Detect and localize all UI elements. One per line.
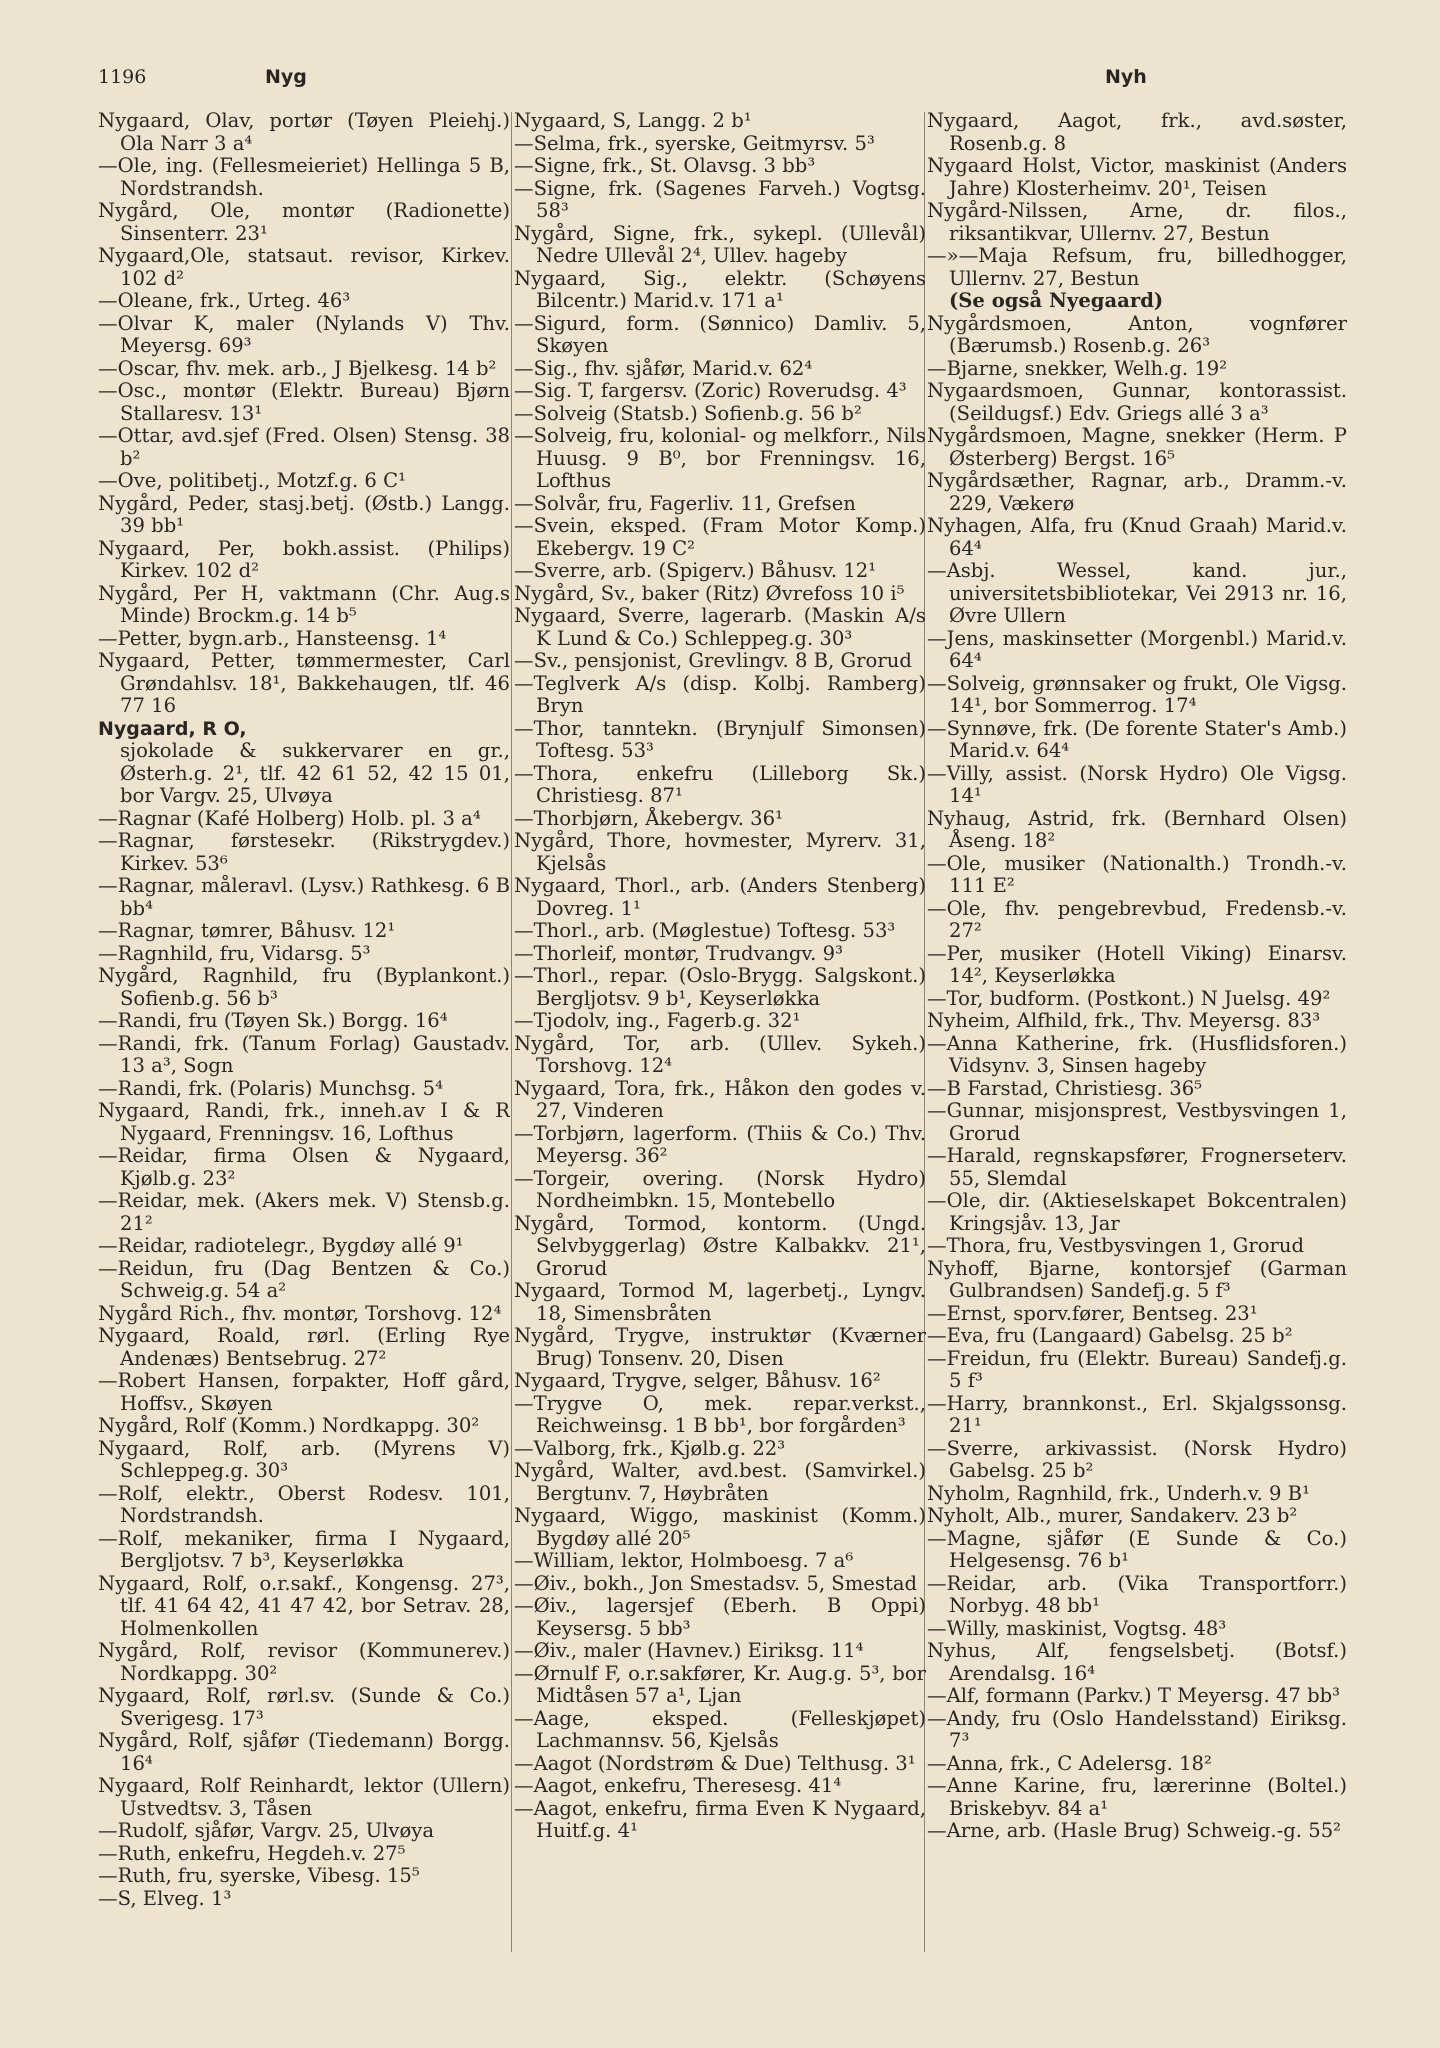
directory-entry: —Villy, assist. (Norsk Hydro) Ole Vigsg. 14¹ bbox=[927, 761, 1347, 807]
directory-entry: —Oleane, frk., Urteg. 46³ bbox=[98, 289, 351, 312]
directory-entry: —Asbj. Wessel, kand. jur., universitetsbibliotekar, Vei 2913 nr. 16, Øvre Ullern bbox=[927, 559, 1347, 627]
directory-entry: —Alf, formann (Parkv.) T Meyersg. 47 bb³ bbox=[927, 1684, 1341, 1707]
directory-entry: —Teglverk A/s (disp. Kolbj. Ramberg) Bryn bbox=[514, 671, 926, 717]
directory-entry: —William, lektor, Holmboesg. 7 a⁶ bbox=[514, 1549, 854, 1572]
directory-entry: Nygaard, Olav, portør (Tøyen Pleiehj.) Ola Narr 3 a⁴ bbox=[98, 110, 510, 155]
directory-entry: Nygård, Walter, avd.best. (Samvirkel.) Bergtunv. 7, Høybråten bbox=[514, 1459, 926, 1505]
directory-entry: —Ole, fhv. pengebrevbud, Fredensb.-v. 27² bbox=[927, 896, 1347, 942]
directory-entry: —Ole, dir. (Aktieselskapet Bokcentralen) Kringsjåv. 13, Jar bbox=[927, 1189, 1347, 1235]
directory-entry: —Svein, eksped. (Fram Motor Komp.) Ekebergv. 19 C² bbox=[514, 514, 926, 560]
directory-entry: Nygaard Holst, Victor, maskinist (Anders Jahre) Klosterheimv. 20¹, Teisen bbox=[927, 154, 1347, 200]
directory-entry: Nygaard, Randi, frk., inneh.av I & R Nygaard, Frenningsv. 16, Lofthus bbox=[98, 1099, 510, 1145]
directory-entry: sjokolade & sukkervarer en gr., Østerh.g. 2¹, tlf. 42 61 52, 42 15 01, bor Vargv. 25, Ulvøya bbox=[120, 739, 510, 807]
directory-entry: —Ruth, fru, syerske, Vibesg. 15⁵ bbox=[98, 1864, 420, 1887]
directory-entry: Nyheim, Alfhild, frk., Thv. Meyersg. 83³ bbox=[927, 1009, 1321, 1032]
directory-entry: —Jens, maskinsetter (Morgenbl.) Marid.v. 64⁴ bbox=[927, 626, 1347, 672]
directory-entry: —Aagot, enkefru, firma Even K Nygaard, Huitf.g. 4¹ bbox=[514, 1796, 926, 1842]
directory-entry: —Olvar K, maler (Nylands V) Thv. Meyersg. 69³ bbox=[98, 311, 510, 357]
directory-entry: —Ole, ing. (Fellesmeieriet) Hellinga 5 B, Nordstrandsh. bbox=[98, 154, 510, 200]
directory-entry: —Ole, musiker (Nationalth.) Trondh.-v. 111 E² bbox=[927, 851, 1347, 897]
directory-entry: —Freidun, fru (Elektr. Bureau) Sandefj.g. 5 f³ bbox=[927, 1346, 1347, 1392]
directory-entry: Nygårdsmoen, Anton, vognfører (Bærumsb.) Rosenb.g. 26³ bbox=[927, 311, 1347, 357]
directory-entry: —Ørnulf F, o.r.sakfører, Kr. Aug.g. 5³, bor Midtåsen 57 a¹, Ljan bbox=[514, 1661, 926, 1707]
directory-entry: —Tor, budform. (Postkont.) N Juelsg. 49² bbox=[927, 986, 1331, 1010]
directory-entry: —Reidar, radiotelegr., Bygdøy allé 9¹ bbox=[98, 1234, 464, 1257]
directory-entry: Nygaardsmoen, Gunnar, kontorassist. (Seildugsf.) Edv. Griegs allé 3 a³ bbox=[927, 379, 1347, 425]
directory-entry: —Thorbjørn, Åkebergv. 36¹ bbox=[514, 806, 783, 830]
directory-entry: (Se også Nyegaard) bbox=[949, 289, 1164, 312]
directory-entry: —Magne, sjåfør (E Sunde & Co.) Helgesensg. 76 b¹ bbox=[927, 1526, 1347, 1572]
directory-entry: Nyhoff, Bjarne, kontorsjef (Garman Gulbrandsen) Sandefj.g. 5 f³ bbox=[927, 1256, 1347, 1302]
directory-entry: —Thorleif, montør, Trudvangv. 9³ bbox=[514, 941, 843, 965]
directory-entry: —S, Elveg. 1³ bbox=[98, 1886, 232, 1910]
directory-entry: —Valborg, frk., Kjølb.g. 22³ bbox=[514, 1436, 786, 1460]
directory-entry: Nyholt, Alb., murer, Sandakerv. 23 b² bbox=[927, 1504, 1298, 1527]
directory-entry: —Randi, fru (Tøyen Sk.) Borgg. 16⁴ bbox=[98, 1009, 448, 1032]
directory-entry: —Signe, frk., St. Olavsg. 3 bb³ bbox=[514, 154, 816, 177]
directory-entry: Nygaard, Wiggo, maskinist (Komm.) Bygdøy allé 20⁵ bbox=[514, 1504, 926, 1550]
directory-entry: —Rudolf, sjåfør, Vargv. 25, Ulvøya bbox=[98, 1819, 435, 1842]
directory-entry: —Reidar, mek. (Akers mek. V) Stensb.g. 21² bbox=[98, 1189, 510, 1235]
directory-entry: —Solveig, grønnsaker og frukt, Ole Vigsg. 14¹, bor Sommerrog. 17⁴ bbox=[927, 671, 1347, 717]
directory-entry: —Arne, arb. (Hasle Brug) Schweig.-g. 55² bbox=[927, 1819, 1342, 1842]
directory-entry: Nygård, Tormod, kontorm. (Ungd. Selvbyggerlag) Østre Kalbakkv. 21¹, Grorud bbox=[514, 1211, 926, 1280]
directory-entry: —Robert Hansen, forpakter, Hoff gård, Hoffsv., Skøyen bbox=[98, 1369, 510, 1415]
directory-entry: —Ragnar, måleravl. (Lysv.) Rathkesg. 6 B bb⁴ bbox=[98, 874, 510, 920]
directory-entry: —»—Maja Refsum, fru, billedhogger, Ullernv. 27, Bestun bbox=[927, 244, 1347, 290]
directory-entry: —B Farstad, Christiesg. 36⁵ bbox=[927, 1076, 1203, 1100]
directory-entry: —Thorl., arb. (Møglestue) Toftesg. 53³ bbox=[514, 919, 896, 942]
directory-entry: Nygård, Thore, hovmester, Myrerv. 31, Kjelsås bbox=[514, 829, 926, 875]
directory-entry: Nygaard, Roald, rørl. (Erling Rye Andenæs) Bentsebrug. 27² bbox=[98, 1324, 510, 1370]
column-divider bbox=[511, 112, 512, 1952]
directory-entry: —Reidar, firma Olsen & Nygaard, Kjølb.g. 23² bbox=[98, 1144, 510, 1190]
directory-entry: Nygård, Rolf (Komm.) Nordkappg. 30² bbox=[98, 1414, 480, 1437]
directory-entry: —Gunnar, misjonsprest, Vestbysvingen 1, Grorud bbox=[927, 1099, 1347, 1145]
directory-entry: —Tjodolv, ing., Fagerb.g. 32¹ bbox=[514, 1009, 801, 1032]
directory-entry: —Aagot (Nordstrøm & Due) Telthusg. 3¹ bbox=[514, 1751, 916, 1775]
directory-entry: Nygård, Tor, arb. (Ullev. Sykeh.) Torshovg. 12⁴ bbox=[514, 1031, 926, 1077]
directory-entry: —Reidun, fru (Dag Bentzen & Co.) Schweig.g. 54 a² bbox=[98, 1256, 510, 1302]
directory-entry: —Solvår, fru, Fagerliv. 11, Grefsen bbox=[514, 491, 856, 515]
directory-entry: —Sig. T, fargersv. (Zoric) Roverudsg. 4³ bbox=[514, 379, 907, 402]
directory-entry: Nygaard, Sverre, lagerarb. (Maskin A/s K Lund & Co.) Schleppeg.g. 30³ bbox=[514, 604, 926, 650]
directory-entry: Nygaard, Trygve, selger, Båhusv. 16² bbox=[514, 1369, 881, 1392]
directory-entry: —Andy, fru (Oslo Handelsstand) Eiriksg. 7³ bbox=[927, 1706, 1347, 1752]
directory-entry: —Bjarne, snekker, Welh.g. 19² bbox=[927, 356, 1228, 380]
directory-entry: Nygaard, Rolf Reinhardt, lektor (Ullern) Ustvedtsv. 3, Tåsen bbox=[98, 1774, 510, 1820]
directory-entry: —Øiv., lagersjef (Eberh. B Oppi) Keysersg. 5 bb³ bbox=[514, 1594, 926, 1640]
directory-entry: —Signe, frk. (Sagenes Farveh.) Vogtsg. 58³ bbox=[514, 176, 926, 222]
directory-entry: Nygård, Per H, vaktmann (Chr. Aug.s Minde) Brockm.g. 14 b⁵ bbox=[98, 581, 510, 627]
directory-entry: Nygaard, Per, bokh.assist. (Philips) Kirkev. 102 d² bbox=[98, 536, 510, 582]
directory-entry: —Anne Karine, fru, lærerinne (Boltel.) Briskebyv. 84 a¹ bbox=[927, 1774, 1347, 1820]
directory-entry: Nyhagen, Alfa, fru (Knud Graah) Marid.v. 64⁴ bbox=[927, 514, 1347, 560]
directory-entry: —Thorl., repar. (Oslo-Brygg. Salgskont.) Bergljotsv. 9 b¹, Keyserløkka bbox=[514, 964, 926, 1010]
directory-entry: Nygaard, S, Langg. 2 b¹ bbox=[514, 110, 752, 132]
directory-entry: Nygaard, Thorl., arb. (Anders Stenberg) Dovreg. 1¹ bbox=[514, 874, 926, 920]
directory-entry: —Sverre, arkivassist. (Norsk Hydro) Gabelsg. 25 b² bbox=[927, 1436, 1347, 1482]
directory-entry: —Ragnar, førstesekr. (Rikstrygdev.) Kirkev. 53⁶ bbox=[98, 829, 510, 875]
directory-entry: —Reidar, arb. (Vika Transportforr.) Norbyg. 48 bb¹ bbox=[927, 1571, 1347, 1617]
directory-entry: Nyhaug, Astrid, frk. (Bernhard Olsen) Åseng. 18² bbox=[927, 806, 1347, 852]
directory-entry: —Randi, frk. (Tanum Forlag) Gaustadv. 13 a³, Sogn bbox=[98, 1031, 510, 1077]
directory-entry: —Torbjørn, lagerform. (Thiis & Co.) Thv. Meyersg. 36² bbox=[514, 1121, 926, 1167]
directory-entry: —Randi, frk. (Polaris) Munchsg. 5⁴ bbox=[98, 1076, 443, 1100]
directory-entry: Nygårdsmoen, Magne, snekker (Herm. P Østerberg) Bergst. 16⁵ bbox=[927, 424, 1347, 470]
directory-entry: Nygård, Signe, frk., sykepl. (Ullevål) Nedre Ullevål 2⁴, Ullev. hageby bbox=[514, 221, 926, 267]
directory-entry: Nygaard, Rolf, arb. (Myrens V) Schleppeg.g. 30³ bbox=[98, 1436, 510, 1482]
directory-entry: —Selma, frk., syerske, Geitmyrsv. 5³ bbox=[514, 131, 875, 155]
directory-entry: —Ruth, enkefru, Hegdeh.v. 27⁵ bbox=[98, 1841, 406, 1865]
directory-entry: —Synnøve, frk. (De forente Stater's Amb.) Marid.v. 64⁴ bbox=[927, 716, 1347, 762]
directory-entry: Nygård-Nilssen, Arne, dr. filos., riksantikvar, Ullernv. 27, Bestun bbox=[927, 199, 1347, 245]
directory-entry: —Sig., fhv. sjåfør, Marid.v. 62⁴ bbox=[514, 356, 813, 380]
directory-entry: —Ragnar, tømrer, Båhusv. 12¹ bbox=[98, 919, 396, 942]
directory-entry: —Sverre, arb. (Spigerv.) Båhusv. 12¹ bbox=[514, 559, 877, 582]
directory-entry: Nygårdsæther, Ragnar, arb., Dramm.-v. 229, Vækerø bbox=[927, 469, 1347, 515]
directory-entry: —Solveig, fru, kolonial- og melkforr., Nils Huusg. 9 B⁰, bor Frenningsv. 16, Lofthus bbox=[514, 424, 926, 492]
column-2 bbox=[514, 110, 926, 2030]
directory-entry: —Thor, tanntekn. (Brynjulf Simonsen) Toftesg. 53³ bbox=[514, 716, 926, 762]
column-3 bbox=[927, 110, 1347, 2030]
directory-entry: Nyholm, Ragnhild, frk., Underh.v. 9 B¹ bbox=[927, 1481, 1310, 1505]
directory-entry: —Øiv., bokh., Jon Smestadsv. 5, Smestad bbox=[514, 1571, 918, 1595]
directory-entry: Nygård, Sv., baker (Ritz) Øvrefoss 10 i⁵ bbox=[514, 581, 905, 605]
directory-entry: Nygaard, Sig., elektr. (Schøyens Bilcentr.) Marid.v. 171 a¹ bbox=[514, 266, 926, 312]
left-running-head: Nyg bbox=[265, 66, 307, 88]
directory-entry: —Ove, politibetj., Motzf.g. 6 C¹ bbox=[98, 469, 406, 492]
directory-entry: —Aage, eksped. (Felleskjøpet) Lachmannsv. 56, Kjelsås bbox=[514, 1706, 926, 1752]
directory-entry: Nygaard, Rolf, rørl.sv. (Sunde & Co.) Sverigesg. 17³ bbox=[98, 1684, 510, 1730]
directory-entry: —Willy, maskinist, Vogtsg. 48³ bbox=[927, 1616, 1227, 1640]
directory-entry: —Oscar, fhv. mek. arb., J Bjelkesg. 14 b² bbox=[98, 356, 497, 380]
directory-entry: Nygaard, Tora, frk., Håkon den godes v. 27, Vinderen bbox=[514, 1076, 926, 1122]
directory-entry: —Ottar, avd.sjef (Fred. Olsen) Stensg. 38 b² bbox=[98, 424, 510, 470]
right-running-head: Nyh bbox=[1105, 66, 1147, 88]
directory-entry: —Harry, brannkonst., Erl. Skjalgssonsg. 21¹ bbox=[927, 1391, 1347, 1437]
directory-entry: Nygård, Rolf, sjåfør (Tiedemann) Borgg. 16⁴ bbox=[98, 1729, 510, 1775]
directory-entry: Nygård Rich., fhv. montør, Torshovg. 12⁴ bbox=[98, 1301, 502, 1325]
directory-entry: —Ragnhild, fru, Vidarsg. 5³ bbox=[98, 941, 371, 965]
directory-entry: —Anna, frk., C Adelersg. 18² bbox=[927, 1751, 1212, 1775]
directory-entry: —Thora, enkefru (Lilleborg Sk.) Christiesg. 87¹ bbox=[514, 761, 926, 807]
directory-entry: Nygård, Trygve, instruktør (Kværner Brug) Tonsenv. 20, Disen bbox=[514, 1324, 926, 1370]
directory-entry: —Rolf, mekaniker, firma I Nygaard, Bergljotsv. 7 b³, Keyserløkka bbox=[98, 1526, 510, 1572]
directory-entry: —Ragnar (Kafé Holberg) Holb. pl. 3 a⁴ bbox=[98, 806, 481, 830]
directory-entry: —Per, musiker (Hotell Viking) Einarsv. 14², Keyserløkka bbox=[927, 941, 1347, 987]
directory-entry: Nygaard,Ole, statsaut. revisor, Kirkev. 102 d² bbox=[98, 244, 510, 290]
page-number: 1196 bbox=[98, 66, 147, 88]
directory-entry: Nygaard, R O, bbox=[98, 717, 247, 740]
directory-entry: Nyhus, Alf, fengselsbetj. (Botsf.) Arendalsg. 16⁴ bbox=[927, 1639, 1347, 1685]
page-header bbox=[0, 66, 1440, 100]
directory-entry: Nygaard, Tormod M, lagerbetj., Lyngv. 18, Simensbråten bbox=[514, 1279, 926, 1325]
directory-entry: Nygård, Ragnhild, fru (Byplankont.) Sofienb.g. 56 b³ bbox=[98, 964, 510, 1010]
directory-entry: —Eva, fru (Langaard) Gabelsg. 25 b² bbox=[927, 1324, 1293, 1347]
directory-entry: Nygård, Rolf, revisor (Kommunerev.) Nordkappg. 30² bbox=[98, 1639, 510, 1685]
directory-entry: —Anna Katherine, frk. (Husflidsforen.) Vidsynv. 3, Sinsen hageby bbox=[927, 1031, 1347, 1077]
directory-entry: Nygaard, Aagot, frk., avd.søster, Rosenb.g. 8 bbox=[927, 110, 1347, 155]
directory-entry: —Harald, regnskapsfører, Frognerseterv. 55, Slemdal bbox=[927, 1144, 1347, 1190]
directory-entry: —Aagot, enkefru, Theresesg. 41⁴ bbox=[514, 1774, 842, 1797]
directory-entry: —Osc., montør (Elektr. Bureau) Bjørn Stallaresv. 13¹ bbox=[98, 379, 510, 425]
directory-entry: —Thora, fru, Vestbysvingen 1, Grorud bbox=[927, 1234, 1305, 1257]
directory-entry: Nygård, Ole, montør (Radionette) Sinsenterr. 23¹ bbox=[98, 199, 510, 245]
column-1 bbox=[98, 110, 510, 2030]
directory-entry: —Solveig (Statsb.) Sofienb.g. 56 b² bbox=[514, 401, 862, 425]
directory-entry: —Trygve O, mek. repar.verkst., Reichweinsg. 1 B bb¹, bor forgården³ bbox=[514, 1391, 926, 1437]
directory-entry: —Sigurd, form. (Sønnico) Damliv. 5, Skøyen bbox=[514, 311, 926, 357]
directory-entry: Nygaard, Rolf, o.r.sakf., Kongensg. 27³, tlf. 41 64 42, 41 47 42, bor Setrav. 28, Holmenkollen bbox=[98, 1571, 510, 1640]
directory-entry: —Ernst, sporv.fører, Bentseg. 23¹ bbox=[927, 1301, 1258, 1325]
directory-entry: —Øiv., maler (Havnev.) Eiriksg. 11⁴ bbox=[514, 1639, 864, 1662]
directory-entry: Nygaard, Petter, tømmermester, Carl Grøndahlsv. 18¹, Bakkehaugen, tlf. 46 77 16 bbox=[98, 649, 510, 717]
directory-entry: —Torgeir, overing. (Norsk Hydro) Nordheimbkn. 15, Montebello bbox=[514, 1166, 926, 1212]
directory-entry: —Sv., pensjonist, Grevlingv. 8 B, Grorud bbox=[514, 649, 912, 672]
directory-entry: Nygård, Peder, stasj.betj. (Østb.) Langg. 39 bb¹ bbox=[98, 491, 510, 537]
directory-entry: —Petter, bygn.arb., Hansteensg. 1⁴ bbox=[98, 626, 447, 650]
directory-entry: —Rolf, elektr., Oberst Rodesv. 101, Nordstrandsh. bbox=[98, 1481, 510, 1527]
